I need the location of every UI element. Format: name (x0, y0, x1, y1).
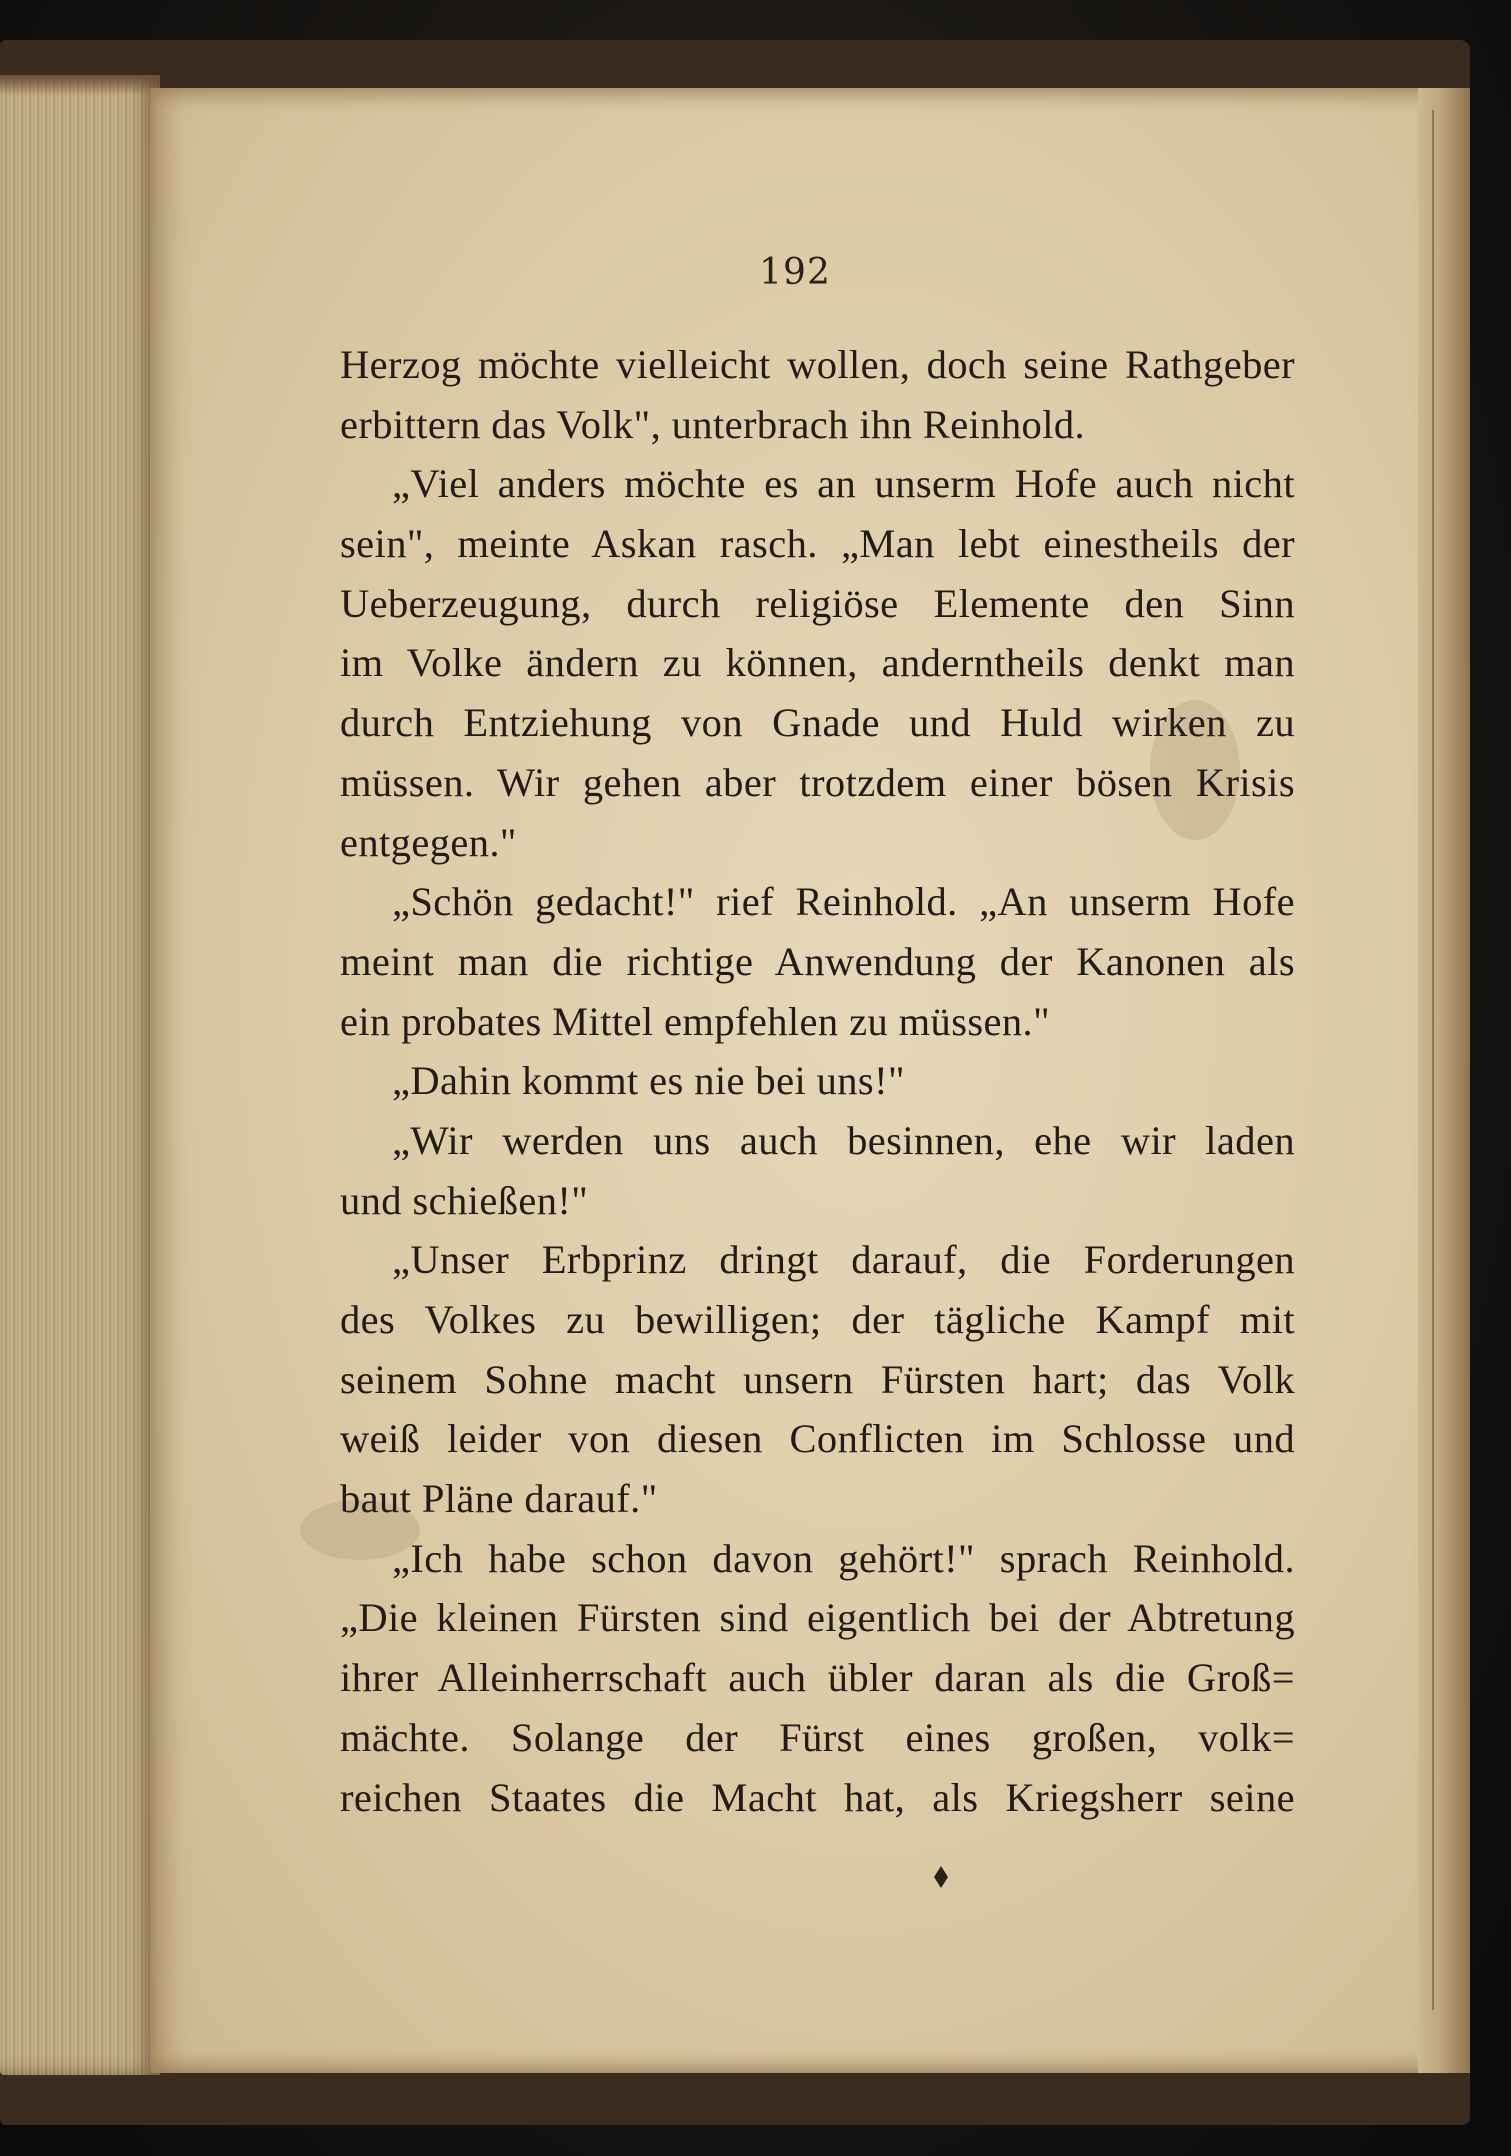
text-line: erbittern das Volk", unterbrach ihn Reinhold. (340, 401, 1086, 447)
text-line: „Die kleinen Fürsten sind eigentlich bei der Abtretung (340, 1595, 1295, 1641)
text-line: ein probates Mittel empfehlen zu müssen." (340, 998, 1051, 1044)
text-line: „Viel anders möchte es an unserm Hofe auch nicht (392, 461, 1295, 507)
text-line: seinem Sohne macht unsern Fürsten hart; das Volk (340, 1356, 1295, 1402)
text-line: müssen. Wir gehen aber trotzdem einer bösen Krisis (340, 759, 1295, 805)
page-number: 192 (759, 252, 831, 293)
text-line: Herzog möchte vielleicht wollen, doch seine Rathgeber (340, 342, 1295, 387)
text-line: baut Pläne darauf." (340, 1476, 658, 1522)
page-edges (0, 75, 160, 2075)
text-line: „Wir werden uns auch besinnen, ehe wir laden (392, 1117, 1295, 1163)
text-line: „Unser Erbprinz dringt darauf, die Forderungen (392, 1237, 1295, 1283)
text-line: des Volkes zu bewilligen; der tägliche Kampf mit (340, 1297, 1295, 1342)
page-edges-shadow (0, 75, 160, 95)
body-text (340, 335, 1295, 1827)
text-line: sein", meinte Askan rasch. „Man lebt einestheils der (340, 521, 1295, 567)
text-line: meint man die richtige Anwendung der Kanonen als (340, 938, 1295, 984)
text-line: „Ich habe schon davon gehört!" sprach Reinhold. (392, 1535, 1295, 1581)
binding-edge (1418, 88, 1470, 2073)
text-line: weiß leider von diesen Conflicten im Schlosse und (340, 1416, 1295, 1462)
text-line: durch Entziehung von Gnade und Huld wirken zu (340, 700, 1295, 746)
text-line: Ueberzeugung, durch religiöse Elemente den Sinn (340, 580, 1295, 626)
text-line: und schießen!" (340, 1177, 589, 1223)
text-line: mächte. Solange der Fürst eines großen, volk= (340, 1714, 1295, 1760)
text-line: im Volke ändern zu können, anderntheils denkt man (340, 640, 1295, 686)
text-line: reichen Staates die Macht hat, als Kriegsherr seine (340, 1774, 1295, 1820)
text-line: „Schön gedacht!" rief Reinhold. „An unserm Hofe (392, 879, 1295, 925)
binding-line (1432, 110, 1434, 2010)
text-line: „Dahin kommt es nie bei uns!" (392, 1058, 905, 1104)
text-line: ihrer Alleinherrschaft auch übler daran als die Groß= (340, 1655, 1295, 1701)
text-line: entgegen." (340, 819, 517, 865)
